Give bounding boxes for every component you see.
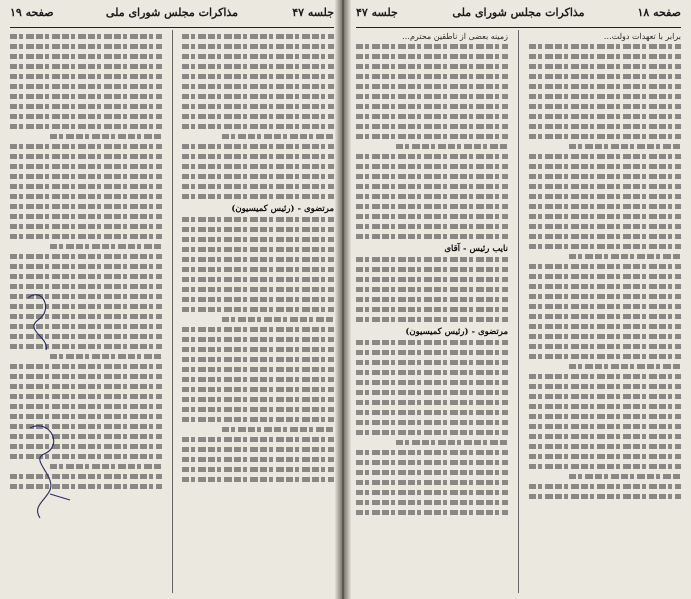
text-line-placeholder	[529, 404, 681, 409]
text-line-placeholder	[356, 510, 508, 515]
text-line-placeholder	[356, 350, 508, 355]
text-line-placeholder	[182, 174, 334, 179]
text-line-placeholder	[182, 227, 334, 232]
text-line-placeholder	[50, 244, 162, 249]
text-line-placeholder	[182, 114, 334, 119]
text-line-placeholder	[356, 490, 508, 495]
text-line-placeholder	[182, 387, 334, 392]
text-line-placeholder	[356, 164, 508, 169]
text-line-placeholder	[182, 297, 334, 302]
text-line-placeholder	[222, 427, 334, 432]
text-line-placeholder	[182, 247, 334, 252]
text-line-placeholder	[222, 134, 334, 139]
text-line-placeholder	[529, 274, 681, 279]
page-19	[0, 0, 344, 599]
text-line-placeholder	[356, 400, 508, 405]
text-line-placeholder	[182, 194, 334, 199]
text-line-placeholder	[182, 124, 334, 129]
session-number: جلسه ۴۷	[356, 6, 398, 19]
text-line-placeholder	[529, 264, 681, 269]
text-line-placeholder	[529, 424, 681, 429]
text-line-placeholder	[182, 327, 334, 332]
text-line-placeholder	[356, 370, 508, 375]
text-line-placeholder	[356, 74, 508, 79]
text-line-placeholder	[356, 267, 508, 272]
text-line-placeholder	[356, 480, 508, 485]
book-gutter	[335, 0, 351, 599]
text-line-placeholder	[396, 144, 508, 149]
body-text	[356, 340, 508, 515]
column-divider	[518, 30, 519, 593]
text-line-placeholder	[182, 54, 334, 59]
text-line-placeholder	[10, 194, 162, 199]
text-line-placeholder	[356, 500, 508, 505]
text-line-placeholder	[10, 204, 162, 209]
text-line-placeholder	[356, 234, 508, 239]
text-line-placeholder	[529, 304, 681, 309]
text-line-placeholder	[222, 317, 334, 322]
text-line-placeholder	[356, 460, 508, 465]
text-line-placeholder	[529, 494, 681, 499]
text-line-placeholder	[182, 367, 334, 372]
text-line-placeholder	[569, 474, 681, 479]
text-line-placeholder	[356, 470, 508, 475]
text-line-placeholder	[50, 134, 162, 139]
text-line-placeholder	[182, 277, 334, 282]
text-line-placeholder	[356, 204, 508, 209]
header-rule	[10, 27, 334, 28]
text-line-placeholder	[529, 54, 681, 59]
text-line-placeholder	[529, 334, 681, 339]
text-line-placeholder	[569, 364, 681, 369]
text-line-placeholder	[356, 114, 508, 119]
text-line-placeholder	[10, 224, 162, 229]
text-line-placeholder	[182, 337, 334, 342]
text-line-placeholder	[356, 380, 508, 385]
text-line-placeholder	[356, 54, 508, 59]
text-line-placeholder	[529, 244, 681, 249]
journal-title: مذاکرات مجلس شورای ملی	[452, 6, 585, 19]
text-line-placeholder	[10, 174, 162, 179]
body-text	[356, 257, 508, 322]
text-line-placeholder	[10, 144, 162, 149]
text-line-placeholder	[10, 254, 162, 259]
text-line-placeholder	[182, 237, 334, 242]
text-line-placeholder	[182, 104, 334, 109]
text-line-placeholder	[182, 64, 334, 69]
text-line-placeholder	[10, 154, 162, 159]
text-line-placeholder	[396, 440, 508, 445]
text-line-placeholder	[569, 144, 681, 149]
text-line-placeholder	[529, 204, 681, 209]
text-line-placeholder	[529, 434, 681, 439]
text-line-placeholder	[356, 174, 508, 179]
text-line-placeholder	[529, 384, 681, 389]
text-column-right	[182, 32, 334, 593]
text-line-placeholder	[10, 64, 162, 69]
body-text	[182, 34, 334, 199]
text-line-placeholder	[529, 164, 681, 169]
text-line-placeholder	[356, 194, 508, 199]
text-line-placeholder	[182, 287, 334, 292]
text-line-placeholder	[569, 254, 681, 259]
text-line-placeholder	[356, 287, 508, 292]
text-column-right	[529, 32, 681, 593]
text-line-placeholder	[356, 390, 508, 395]
text-line-placeholder	[356, 450, 508, 455]
text-line-placeholder	[10, 104, 162, 109]
text-line-placeholder	[529, 224, 681, 229]
text-line-placeholder	[356, 257, 508, 262]
text-line-placeholder	[529, 294, 681, 299]
text-line-placeholder	[529, 344, 681, 349]
text-line-placeholder	[356, 44, 508, 49]
text-line-placeholder	[182, 267, 334, 272]
text-line-placeholder	[529, 134, 681, 139]
page-header	[356, 6, 681, 24]
text-line-placeholder	[529, 194, 681, 199]
text-line-placeholder	[529, 314, 681, 319]
text-line-placeholder	[182, 347, 334, 352]
text-line-placeholder	[10, 184, 162, 189]
text-line-placeholder	[529, 484, 681, 489]
text-line-placeholder	[10, 114, 162, 119]
text-line-placeholder	[182, 217, 334, 222]
speaker-name: نایب رئیس - آقای	[444, 243, 508, 254]
text-line-placeholder	[529, 124, 681, 129]
text-line-placeholder	[356, 94, 508, 99]
text-line-placeholder	[356, 430, 508, 435]
text-line-placeholder	[356, 184, 508, 189]
text-line-placeholder	[10, 94, 162, 99]
text-column-left	[356, 32, 508, 593]
journal-title: مذاکرات مجلس شورای ملی	[105, 6, 239, 19]
text-line-placeholder	[182, 437, 334, 442]
text-line-placeholder	[182, 417, 334, 422]
text-line-placeholder	[529, 64, 681, 69]
page-header	[10, 6, 334, 24]
text-line-placeholder	[529, 374, 681, 379]
text-line-placeholder	[182, 184, 334, 189]
text-line-placeholder	[356, 134, 508, 139]
page-number: صفحه ۱۸	[637, 6, 681, 19]
text-line-placeholder	[529, 184, 681, 189]
text-line-placeholder	[182, 154, 334, 159]
body-text	[529, 44, 681, 499]
text-line-placeholder	[529, 154, 681, 159]
text-line-placeholder	[182, 357, 334, 362]
page-number: صفحه ۱۹	[10, 6, 54, 19]
text-line-placeholder	[356, 104, 508, 109]
opening-line: زمینه بعضی از ناطقین محترم…	[401, 32, 508, 41]
text-line-placeholder	[356, 317, 508, 322]
text-line-placeholder	[529, 454, 681, 459]
text-line-placeholder	[529, 414, 681, 419]
text-line-placeholder	[356, 410, 508, 415]
text-line-placeholder	[356, 420, 508, 425]
body-text	[356, 44, 508, 239]
text-line-placeholder	[529, 354, 681, 359]
text-line-placeholder	[356, 84, 508, 89]
text-line-placeholder	[356, 360, 508, 365]
text-line-placeholder	[529, 114, 681, 119]
text-line-placeholder	[529, 104, 681, 109]
text-line-placeholder	[182, 74, 334, 79]
text-line-placeholder	[10, 164, 162, 169]
text-line-placeholder	[182, 144, 334, 149]
text-line-placeholder	[10, 44, 162, 49]
column-divider	[172, 30, 173, 593]
text-line-placeholder	[529, 324, 681, 329]
text-line-placeholder	[182, 407, 334, 412]
text-line-placeholder	[10, 264, 162, 269]
text-line-placeholder	[529, 174, 681, 179]
text-line-placeholder	[182, 84, 334, 89]
text-line-placeholder	[356, 214, 508, 219]
text-line-placeholder	[10, 54, 162, 59]
text-line-placeholder	[10, 34, 162, 39]
text-line-placeholder	[529, 84, 681, 89]
text-line-placeholder	[356, 307, 508, 312]
speaker-name: مرتضوی - (رئیس کمیسیون)	[405, 326, 508, 337]
text-line-placeholder	[529, 464, 681, 469]
text-line-placeholder	[182, 377, 334, 382]
text-line-placeholder	[182, 447, 334, 452]
header-rule	[356, 27, 681, 28]
text-line-placeholder	[529, 284, 681, 289]
text-line-placeholder	[182, 257, 334, 262]
text-line-placeholder	[182, 477, 334, 482]
text-line-placeholder	[529, 234, 681, 239]
text-line-placeholder	[356, 154, 508, 159]
handwritten-marks	[20, 278, 80, 528]
text-line-placeholder	[529, 444, 681, 449]
text-line-placeholder	[182, 34, 334, 39]
text-line-placeholder	[182, 307, 334, 312]
text-line-placeholder	[356, 224, 508, 229]
body-text	[182, 217, 334, 482]
text-line-placeholder	[356, 297, 508, 302]
text-line-placeholder	[356, 64, 508, 69]
text-line-placeholder	[529, 394, 681, 399]
text-line-placeholder	[182, 164, 334, 169]
text-line-placeholder	[10, 234, 162, 239]
text-line-placeholder	[356, 340, 508, 345]
page-18	[346, 0, 691, 599]
text-line-placeholder	[182, 44, 334, 49]
text-line-placeholder	[356, 277, 508, 282]
speaker-name: مرتضوی - (رئیس کمیسیون)	[231, 204, 334, 214]
text-line-placeholder	[529, 214, 681, 219]
text-line-placeholder	[10, 74, 162, 79]
text-line-placeholder	[529, 74, 681, 79]
text-line-placeholder	[182, 457, 334, 462]
text-line-placeholder	[10, 214, 162, 219]
text-line-placeholder	[182, 467, 334, 472]
text-line-placeholder	[529, 44, 681, 49]
text-line-placeholder	[10, 124, 162, 129]
text-line-placeholder	[10, 84, 162, 89]
text-line-placeholder	[356, 124, 508, 129]
text-line-placeholder	[182, 397, 334, 402]
opening-line: برابر با تعهدات دولت…	[603, 32, 681, 41]
text-line-placeholder	[529, 94, 681, 99]
text-line-placeholder	[182, 94, 334, 99]
session-number: جلسه ۴۷	[292, 6, 334, 19]
